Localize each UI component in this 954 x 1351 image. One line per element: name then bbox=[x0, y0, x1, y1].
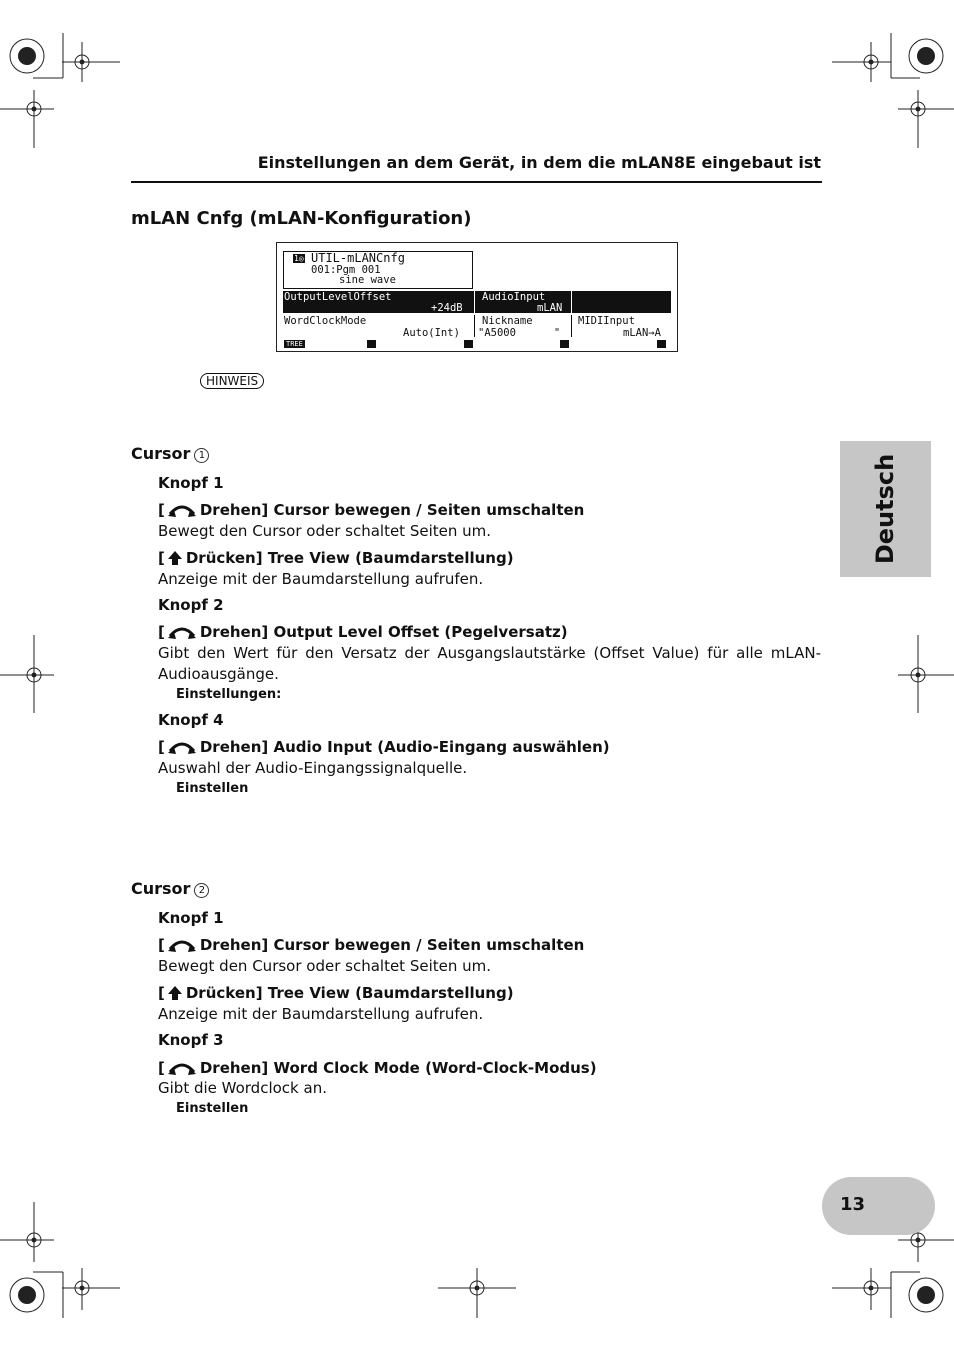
knob-1-rotate-desc: Bewegt den Cursor oder schaltet Seiten um. bbox=[158, 522, 492, 540]
circled-number: 1 bbox=[194, 448, 209, 463]
knob-1-title: Knopf 1 bbox=[158, 474, 224, 492]
knob-1-push-heading: [ Drücken] Tree View (Baumdarstellung) bbox=[158, 984, 514, 1002]
lcd-title-tag: 1◎ bbox=[294, 254, 304, 263]
knob-1-push-desc: Anzeige mit der Baumdarstellung aufrufen. bbox=[158, 1005, 484, 1023]
knob-3-title: Knopf 3 bbox=[158, 1031, 224, 1049]
rotate-knob-icon bbox=[167, 739, 197, 755]
page-number: 13 bbox=[840, 1194, 866, 1215]
knob-4-settings-label: Einstellen bbox=[176, 781, 249, 796]
rotate-knob-icon bbox=[167, 624, 197, 640]
knob-2-desc: Gibt den Wert für den Versatz der Ausgangslautstärke (Offset Value) für alle mLAN-Audioausgänge. bbox=[158, 644, 821, 683]
cursor-1-heading: Cursor 1 bbox=[131, 444, 209, 463]
rotate-knob-icon bbox=[167, 502, 197, 518]
knob-1-push-desc: Anzeige mit der Baumdarstellung aufrufen. bbox=[158, 570, 484, 588]
lcd-knob-5-icon bbox=[657, 340, 666, 348]
knob-2-settings-label: Einstellungen: bbox=[176, 687, 282, 702]
lcd-knob-2-icon bbox=[367, 340, 376, 348]
rotate-knob-icon bbox=[167, 1060, 197, 1076]
lcd-knob-3-icon bbox=[464, 340, 473, 348]
language-side-tab-label: Deutsch bbox=[871, 453, 899, 565]
knob-1-rotate-heading: [ Drehen] Cursor bewegen / Seiten umschalten bbox=[158, 501, 585, 519]
knob-1-title: Knopf 1 bbox=[158, 909, 224, 927]
knob-4-title: Knopf 4 bbox=[158, 711, 224, 729]
knob-2-rotate-heading: [ Drehen] Output Level Offset (Pegelversatz) bbox=[158, 623, 568, 641]
knob-3-settings-label: Einstellen bbox=[176, 1101, 249, 1116]
lcd-program-name: sine wave bbox=[339, 274, 396, 286]
lcd-param-label: AudioInput bbox=[482, 291, 546, 303]
push-arrow-icon bbox=[167, 985, 183, 1001]
lcd-title: UTIL-mLANCnfg bbox=[311, 251, 405, 265]
page-number-badge bbox=[822, 1177, 935, 1235]
cursor-2-heading: Cursor 2 bbox=[131, 879, 209, 898]
rotate-knob-icon bbox=[167, 937, 197, 953]
knob-4-rotate-heading: [ Drehen] Audio Input (Audio-Eingang auswählen) bbox=[158, 738, 610, 756]
circled-number: 2 bbox=[194, 883, 209, 898]
lcd-param-value: mLAN→A bbox=[623, 327, 661, 339]
running-header: Einstellungen an dem Gerät, in dem die mLAN8E eingebaut ist bbox=[257, 153, 821, 172]
knob-4-desc: Auswahl der Audio-Eingangssignalquelle. bbox=[158, 759, 468, 777]
lcd-param-value: +24dB bbox=[431, 302, 463, 314]
knob-1-rotate-heading: [ Drehen] Cursor bewegen / Seiten umschalten bbox=[158, 936, 585, 954]
lcd-param-label: MIDIInput bbox=[578, 315, 635, 327]
lcd-param-value: Auto(Int) bbox=[403, 327, 460, 339]
lcd-program: 001:Pgm 001 bbox=[311, 264, 381, 276]
lcd-param-label: Nickname bbox=[482, 315, 533, 327]
section-title: mLAN Cnfg (mLAN-Konfiguration) bbox=[131, 208, 472, 229]
lcd-param-value: "A5000 " bbox=[478, 327, 561, 339]
knob-2-title: Knopf 2 bbox=[158, 596, 224, 614]
knob-1-rotate-desc: Bewegt den Cursor oder schaltet Seiten um. bbox=[158, 957, 492, 975]
lcd-param-value: mLAN bbox=[537, 302, 563, 314]
lcd-param-label: WordClockMode bbox=[284, 315, 367, 327]
lcd-param-label: OutputLevelOffset bbox=[284, 291, 392, 303]
knob-1-push-heading: [ Drücken] Tree View (Baumdarstellung) bbox=[158, 549, 514, 567]
knob-3-desc: Gibt die Wordclock an. bbox=[158, 1079, 327, 1097]
hinweis-badge: HINWEIS bbox=[200, 373, 264, 389]
lcd-knob-tree-label: TREE bbox=[286, 340, 303, 348]
knob-3-rotate-heading: [ Drehen] Word Clock Mode (Word-Clock-Modus) bbox=[158, 1059, 597, 1077]
lcd-screen bbox=[276, 242, 678, 352]
header-rule bbox=[131, 181, 822, 183]
push-arrow-icon bbox=[167, 550, 183, 566]
language-side-tab bbox=[840, 441, 931, 577]
lcd-knob-4-icon bbox=[560, 340, 569, 348]
